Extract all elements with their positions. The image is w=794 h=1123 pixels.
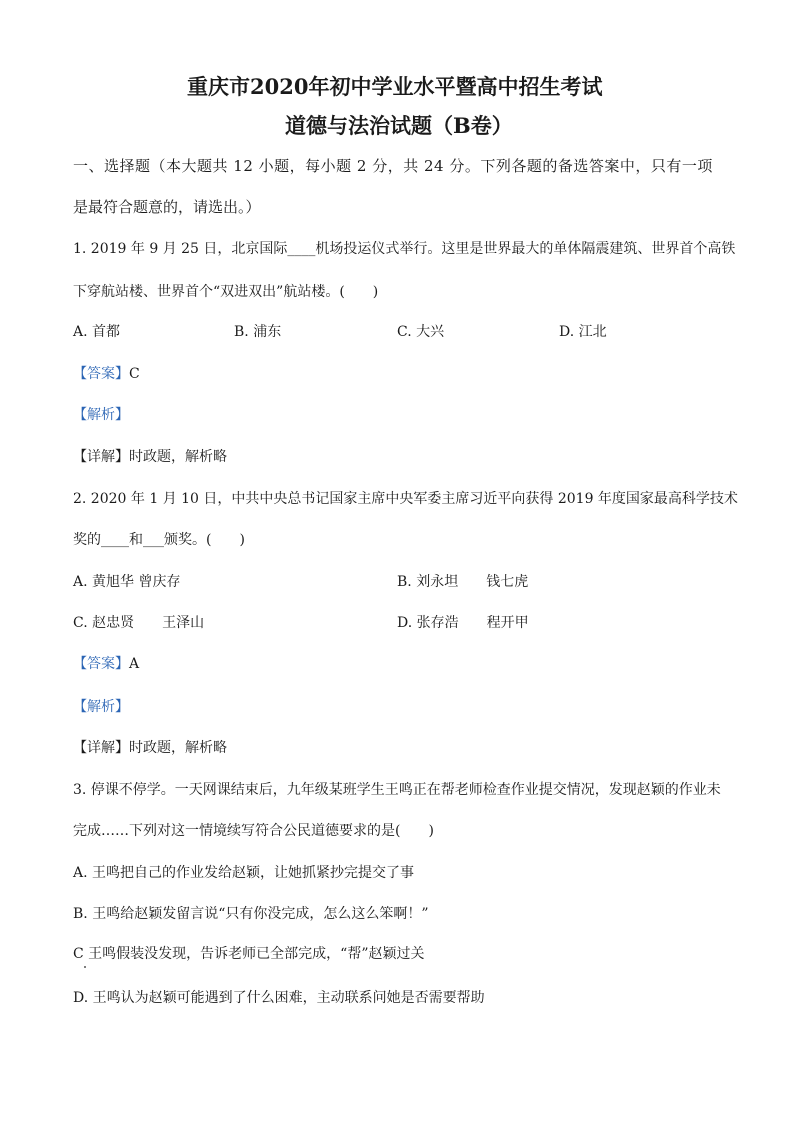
detail-text: 时政题，解析略 xyxy=(129,740,227,756)
q2-analysis-tag: 【解析】 xyxy=(73,699,129,715)
detail-text: 时政题，解析略 xyxy=(129,449,227,465)
exam-subtitle: 道德与法治试题（B卷） xyxy=(285,113,513,138)
q3-stem-line1: 3. 停课不停学。一天网课结束后，九年级某班学生王鸣正在帮老师检查作业提交情况，发现赵颖的作业未 xyxy=(73,782,721,798)
q2-answer xyxy=(73,657,139,671)
q2-stem-line1: 2. 2020 年 1 月 10 日，中共中央总书记国家主席中央军委主席习近平向获得 2019 年度国家最高科学技术 xyxy=(73,491,738,507)
exam-title: 重庆市2020年初中学业水平暨高中招生考试 xyxy=(187,74,603,99)
section-instructions-line1: 一、选择题（本大题共 12 小题，每小题 2 分，共 24 分。下列各题的备选答案中，只有一项 xyxy=(73,157,713,175)
q1-stem-line1: 1. 2019 年 9 月 25 日，北京国际____机场投运仪式举行。这里是世界最大的单体隔震建筑、世界首个高铁 xyxy=(73,241,736,257)
answer-value: C xyxy=(129,366,140,382)
answer-value: A xyxy=(129,656,140,672)
q3-option-b: B. 王鸣给赵颖发留言说“只有你没完成，怎么这么笨啊！” xyxy=(73,906,429,922)
detail-tag: 【详解】 xyxy=(73,740,129,756)
q2-stem-line2: 奖的____和___颁奖。( ) xyxy=(73,532,245,548)
answer-tag: 【答案】 xyxy=(73,656,129,672)
q3-option-a: A. 王鸣把自己的作业发给赵颖，让她抓紧抄完提交了事 xyxy=(73,865,415,881)
q2-option-d: D. 张存浩 程开甲 xyxy=(397,615,529,631)
section-instructions-line2: 是最符合题意的，请选出。） xyxy=(73,198,261,216)
q2-option-a: A. 黄旭华 曾庆存 xyxy=(73,574,181,590)
q2-option-b: B. 刘永坦 钱七虎 xyxy=(397,574,529,590)
q1-analysis-tag: 【解析】 xyxy=(73,407,129,423)
detail-tag: 【详解】 xyxy=(73,449,129,465)
q3-stem-line2: 完成……下列对这一情境续写符合公民道德要求的是( ) xyxy=(73,823,434,839)
q3-option-d: D. 王鸣认为赵颖可能遇到了什么困难，主动联系问她是否需要帮助 xyxy=(73,990,485,1006)
q1-option-b: B. 浦东 xyxy=(234,324,282,340)
q3-option-c: C 王鸣假装没发现，告诉老师已全部完成，“帮”赵颖过关 xyxy=(73,946,425,962)
q1-option-a: A. 首都 xyxy=(73,324,121,340)
q2-option-c: C. 赵忠贤 王泽山 xyxy=(73,615,205,631)
q1-stem-line2: 下穿航站楼、世界首个“双进双出”航站楼。( ) xyxy=(73,284,379,300)
q1-option-d: D. 江北 xyxy=(559,324,607,340)
scan-speck xyxy=(84,966,86,968)
q1-detail xyxy=(73,450,227,464)
q2-detail xyxy=(73,741,227,755)
answer-tag: 【答案】 xyxy=(73,366,129,382)
q1-option-c: C. 大兴 xyxy=(397,324,445,340)
q1-answer xyxy=(73,367,140,381)
